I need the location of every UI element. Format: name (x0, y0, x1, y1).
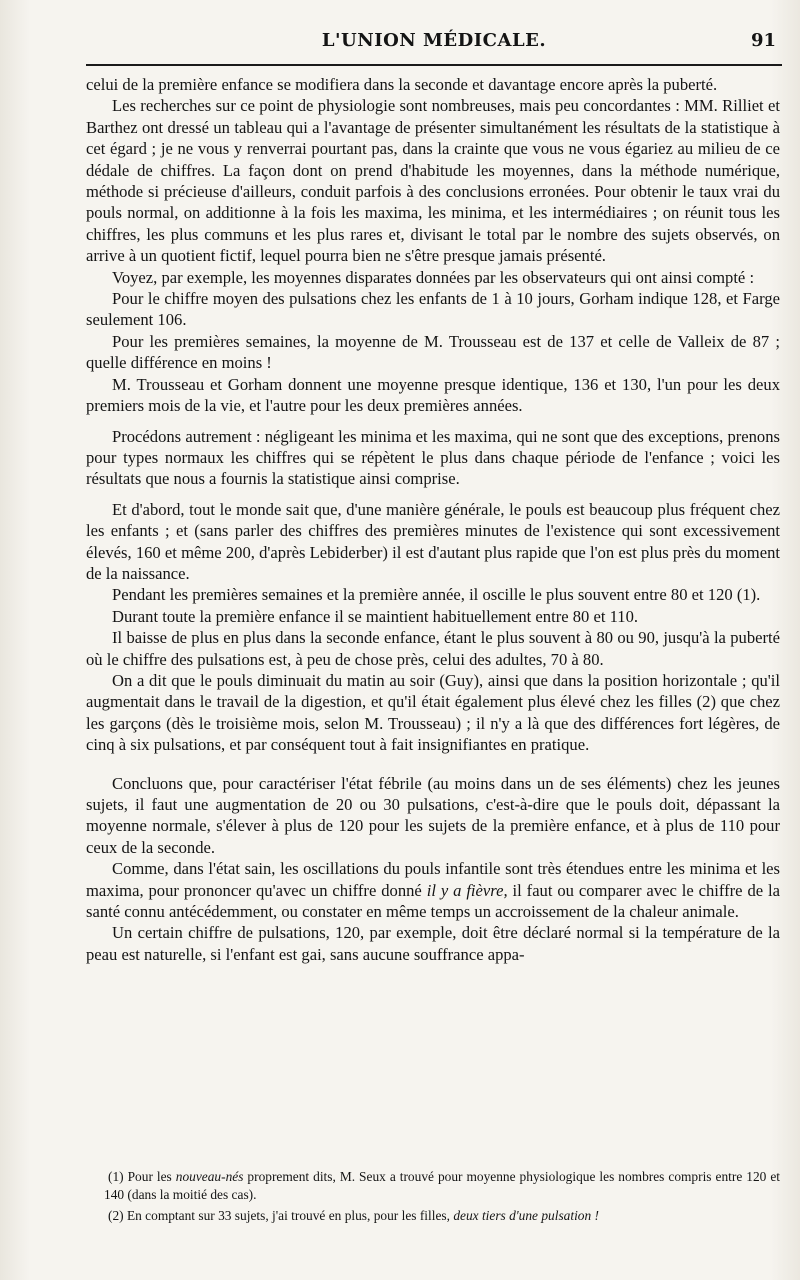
footnote-text: proprement dits, M. Seux a trouvé pour moyenne physiologique les nombres compris entre 120 et 140 (dans la moitié des cas). (104, 1169, 780, 1202)
page-header (88, 28, 780, 58)
paragraph: M. Trousseau et Gorham donnent une moyenne presque identique, 136 et 130, l'un pour les deux premiers mois de la vie, et l'autre pour les deux premières années. (86, 374, 780, 416)
header-rule (86, 64, 782, 66)
paragraph: Voyez, par exemple, les moyennes disparates données par les observateurs qui ont ainsi compté : (112, 267, 755, 287)
footnote-1 (104, 1168, 780, 1204)
running-title: L'UNION MÉDICALE. (321, 30, 547, 51)
paragraph: Pour les premières semaines, la moyenne de M. Trousseau est de 137 et celle de Valleix de 87 ; quelle différence en moins ! (86, 331, 780, 373)
footnote-italic: nouveau-nés (175, 1169, 244, 1184)
footnote-2 (104, 1207, 780, 1225)
footnote-italic: deux tiers d'une pulsation ! (453, 1208, 599, 1223)
paragraph: Pour le chiffre moyen des pulsations chez les enfants de 1 à 10 jours, Gorham indique 128, et Farge seulement 106. (86, 289, 780, 330)
paragraph: Procédons autrement : négligeant les minima et les maxima, qui ne sont que des exceptions, prenons pour types normaux les chiffres qui se répètent le plus dans chaque période de l'enfance ; voici les résultats que nous a fournis la statistique ainsi comprise. (86, 426, 780, 489)
paragraph: celui de la première enfance se modifiera dans la seconde et davantage encore après la puberté. (86, 75, 718, 94)
paragraph: Un certain chiffre de pulsations, 120, par exemple, doit être déclaré normal si la température de la peau est naturelle, si l'enfant est gai, sans aucune souffrance appa- (86, 923, 780, 964)
paragraph: On a dit que le pouls diminuait du matin au soir (Guy), ainsi que dans la position horizontale ; qu'il augmentait dans le travail de la digestion, et qu'il était également plus élevé chez les filles (2) que chez les garçons (dès le troisième mois, selon M. Trousseau) ; il n'y a là que des différences fort légères, de cinq à six pulsations, et par conséquent tout à fait insignifiantes en pratique. (86, 670, 780, 755)
footnotes (104, 1168, 780, 1228)
footnote-text: (1) Pour les (108, 1169, 176, 1184)
body-text (86, 74, 780, 965)
paragraph: Concluons que, pour caractériser l'état fébrile (au moins dans un de ses éléments) chez les jeunes sujets, il faut une augmentation de 20 ou 30 pulsations, c'est-à-dire que le pouls doit, dépassant la moyenne normale, s'élever à plus de 120 pour les sujets de la première enfance, et à plus de 110 pour ceux de la seconde. (86, 773, 780, 857)
paragraph: Les recherches sur ce point de physiologie sont nombreuses, mais peu concordantes : MM. Rilliet et Barthez ont dressé un tableau qui a l'avantage de présenter simultanément les résultats de la statistique à cet égard ; je ne vous y renverrai pourtant pas, dans la crainte que vous ne vous égariez au milieu de ce dédale de chiffres. La façon dont on prend d'habitude les moyennes, dans la méthode numérique, méthode si précieuse d'ailleurs, conduit parfois à des conclusions erronées. Pour obtenir le taux vrai du pouls normal, on additionne à la fois les maxima, les minima, et les intermédiaires ; on réunit tous les chiffres, les plus communs et les plus rares et, divisant le total par le nombre des sujets observés, on arrive à un quotient fictif, lequel pourra bien ne s'être presque jamais présenté. (86, 96, 780, 266)
paragraph: Pendant les premières semaines et la première année, il oscille le plus souvent entre 80 et 120 (1). (112, 585, 761, 605)
page-number: 91 (750, 30, 776, 51)
paragraph-text: Comme, dans l'état sain, les oscillations du pouls infantile sont très étendues entre les minima et les maxima, pour prononcer qu'avec un chiffre donné (86, 859, 780, 900)
footnote-text: (2) En comptant sur 33 sujets, j'ai trouvé en plus, pour les filles, (108, 1208, 454, 1223)
paragraph: Durant toute la première enfance il se maintient habituellement entre 80 et 110. (112, 606, 639, 626)
paragraph: Et d'abord, tout le monde sait que, d'une manière générale, le pouls est beaucoup plus fréquent chez les enfants ; et (sans parler des chiffres des premières minutes de l'existence qui sont excessivement élevés, 160 et même 200, d'après Lebiderber) il est d'autant plus rapide que l'on est plus près du moment de la naissance. (86, 499, 780, 583)
italic-phrase: il y a fièvre, (426, 880, 508, 900)
paragraph: Il baisse de plus en plus dans la seconde enfance, étant le plus souvent à 80 ou 90, jusqu'à la puberté où le chiffre des pulsations est, à peu de chose près, celui des adultes, 70 à 80. (86, 628, 780, 669)
paragraph-text: il faut ou comparer avec le chiffre de la santé connu antécédemment, ou constater en même temps un accroissement de la chaleur animale. (86, 880, 780, 922)
paragraph (86, 858, 780, 922)
